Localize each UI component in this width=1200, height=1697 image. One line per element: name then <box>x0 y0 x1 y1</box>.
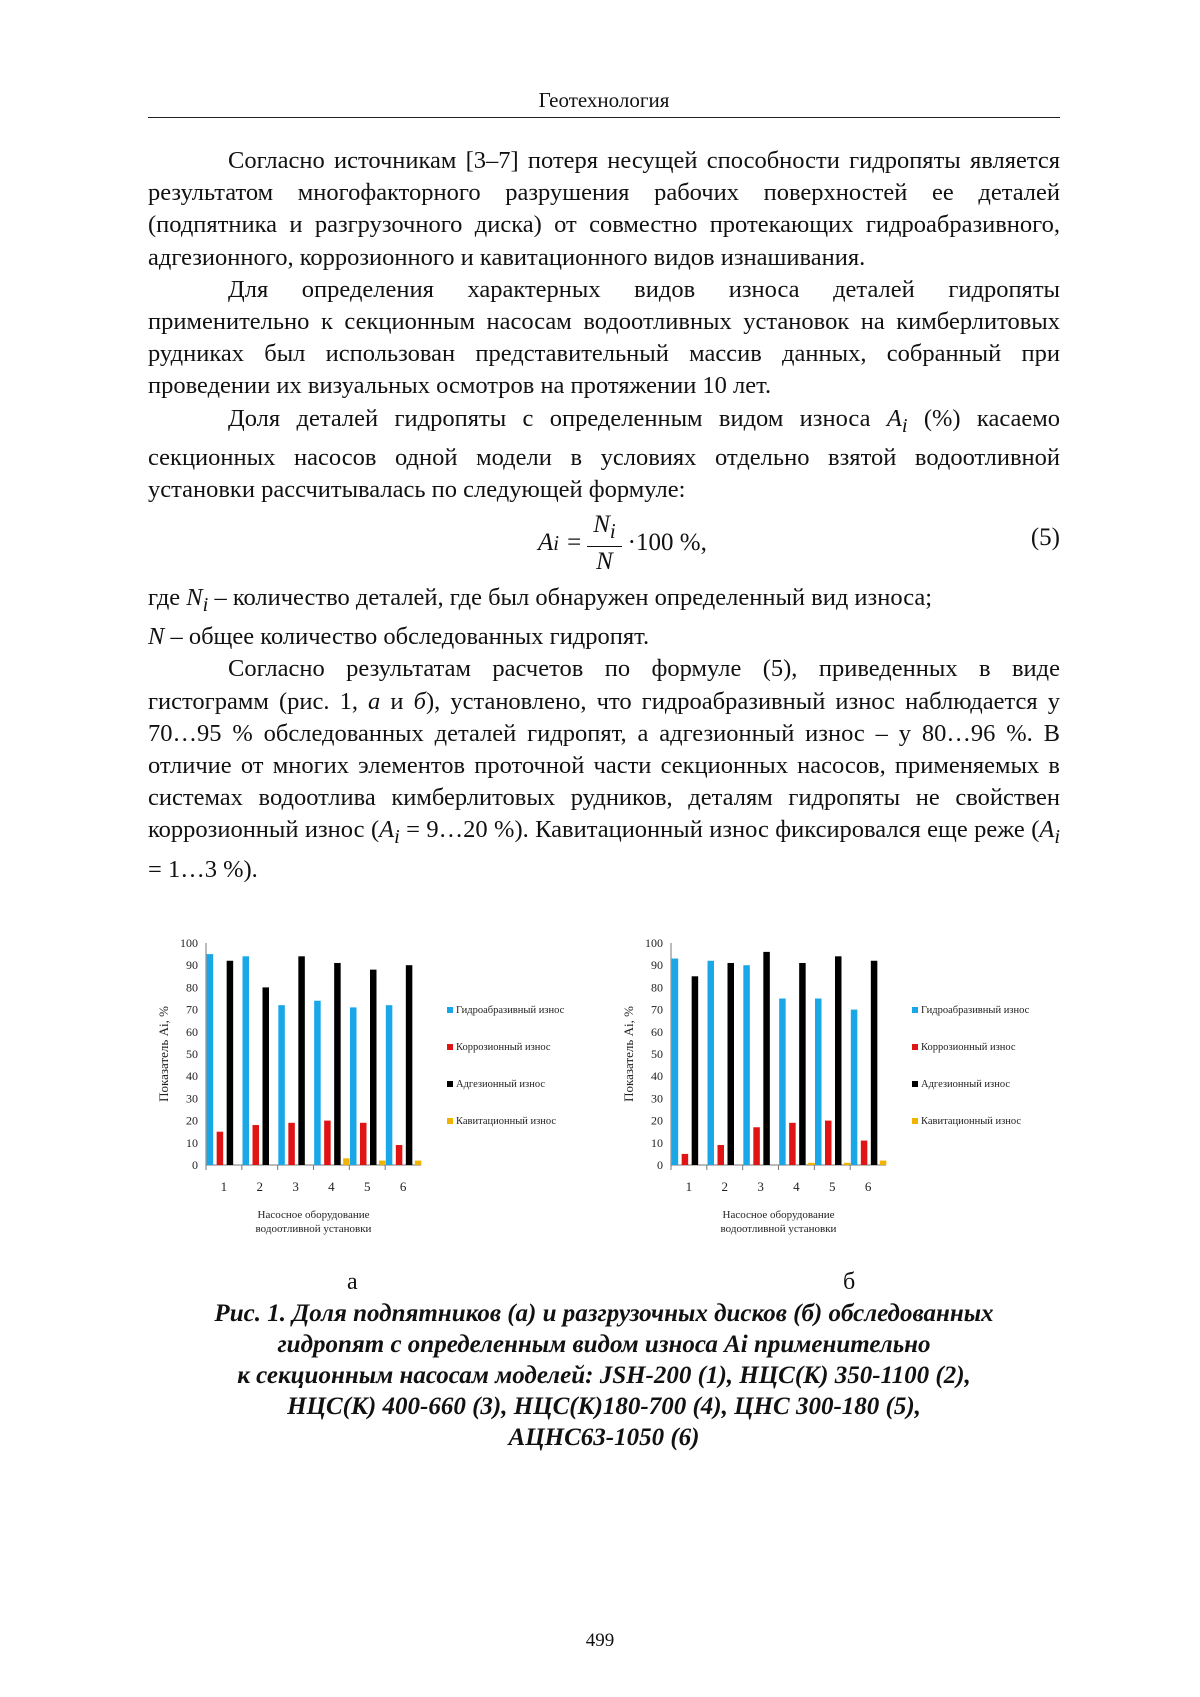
bar-гидроабразивный-износ <box>386 1005 393 1165</box>
header-rule <box>148 117 1060 118</box>
where-text-b: – количество деталей, где был обнаружен определенный вид износа; <box>208 584 933 612</box>
p3-text-a: Доля деталей гидропяты с определенным видом износа <box>228 404 887 432</box>
y-tick-label: 80 <box>186 980 198 995</box>
bar-коррозионный-износ <box>217 1132 224 1165</box>
where-line-1 <box>148 582 1060 621</box>
y-tick-label: 80 <box>651 980 663 995</box>
bar-коррозионный-износ <box>753 1127 760 1165</box>
formula-lhs: A <box>538 529 554 557</box>
bar-кавитационный-износ <box>415 1161 422 1165</box>
x-tick-label: 3 <box>757 1179 764 1194</box>
p3-text-b: (%) касаемо секционных насосов одной модели в условиях отдельно взятой водоотливной установки рассчитывалась по следующей формуле: <box>148 404 1061 503</box>
where-sub-1: i <box>202 594 209 617</box>
bar-коррозионный-износ <box>253 1125 260 1165</box>
caption-line-1: Рис. 1. Доля подпятников (а) и разгрузочных дисков (б) обследованных <box>214 1300 994 1327</box>
x-axis-label-line-1: Насосное оборудование <box>257 1209 370 1221</box>
bar-коррозионный-износ <box>288 1123 295 1165</box>
y-tick-label: 20 <box>186 1113 198 1128</box>
x-tick-label: 1 <box>685 1179 693 1194</box>
x-tick-label: 6 <box>399 1179 407 1194</box>
bar-коррозионный-износ <box>718 1145 725 1165</box>
bar-адгезионный-износ <box>370 970 377 1165</box>
legend-label: Гидроабразивный износ <box>921 1005 1030 1016</box>
formula-number: (5) <box>1030 524 1060 552</box>
p4-v1: A <box>379 816 395 844</box>
bar-гидроабразивный-износ <box>278 1005 285 1165</box>
bar-гидроабразивный-износ <box>815 999 822 1166</box>
p4-b: б <box>413 687 426 715</box>
y-tick-label: 100 <box>180 936 198 950</box>
y-tick-label: 0 <box>657 1158 663 1172</box>
caption-line-3: к секционным насосам моделей: JSH-200 (1), НЦС(К) 350-1100 (2), <box>237 1362 971 1389</box>
legend-swatch <box>447 1081 453 1087</box>
legend-swatch <box>447 1007 453 1013</box>
legend-swatch <box>912 1007 918 1013</box>
y-tick-label: 60 <box>186 1024 198 1039</box>
caption-line-5: АЦНС63-1050 (6) <box>508 1424 700 1451</box>
legend-swatch <box>912 1118 918 1124</box>
bar-адгезионный-износ <box>263 987 270 1165</box>
bar-адгезионный-износ <box>763 952 770 1165</box>
bar-адгезионный-износ <box>298 956 305 1165</box>
x-tick-label: 1 <box>220 1179 228 1194</box>
paragraph-3 <box>148 403 1060 507</box>
formula-eq: = <box>567 529 582 557</box>
bar-гидроабразивный-износ <box>779 999 786 1166</box>
caption-line-2: гидропят с определенным видом износа Ai применительно <box>277 1331 931 1358</box>
formula-num: N <box>593 510 610 538</box>
p4-v2: A <box>1039 816 1055 844</box>
where-text-a: где <box>148 584 187 612</box>
legend-label: Кавитационный износ <box>921 1116 1022 1127</box>
where-line-2 <box>148 621 1060 653</box>
formula-expression <box>538 508 707 578</box>
y-tick-label: 40 <box>186 1069 198 1084</box>
page-number: 499 <box>585 1630 615 1651</box>
p4-a: а <box>368 687 381 715</box>
bar-гидроабразивный-износ <box>207 954 214 1165</box>
bar-кавитационный-износ <box>343 1158 350 1165</box>
bar-коррозионный-износ <box>789 1123 796 1165</box>
x-tick-label: 3 <box>292 1179 299 1194</box>
p3-sub: i <box>901 414 908 437</box>
p4-s1: i <box>394 826 400 849</box>
x-axis-label-line-1: Насосное оборудование <box>722 1209 835 1221</box>
y-tick-label: 70 <box>186 1002 198 1017</box>
legend-label: Коррозионный износ <box>456 1042 551 1053</box>
legend-swatch <box>447 1118 453 1124</box>
panel-label-a: а <box>347 1269 358 1295</box>
y-tick-label: 40 <box>651 1069 663 1084</box>
bar-коррозионный-износ <box>825 1121 832 1165</box>
chart-b <box>613 935 1060 1270</box>
x-tick-label: 6 <box>864 1179 872 1194</box>
bar-кавитационный-износ <box>880 1161 887 1165</box>
y-tick-label: 30 <box>651 1091 663 1106</box>
bar-коррозионный-износ <box>396 1145 403 1165</box>
bar-кавитационный-износ <box>808 1163 815 1165</box>
y-tick-label: 60 <box>651 1024 663 1039</box>
formula-fraction <box>587 510 621 577</box>
x-axis-label-line-2: водоотливной установки <box>255 1223 372 1235</box>
p4-t2: и <box>380 687 414 715</box>
y-tick-label: 100 <box>645 936 663 950</box>
bar-коррозионный-износ <box>360 1123 367 1165</box>
x-tick-label: 5 <box>364 1179 371 1194</box>
bar-гидроабразивный-износ <box>243 956 250 1165</box>
p4-t4: = 9…20 %). Кавитационный износ фиксировался еще реже ( <box>399 816 1040 844</box>
where-var-2: N <box>148 623 165 651</box>
chart-a <box>148 935 588 1270</box>
p4-s2: i <box>1054 826 1060 849</box>
bar-адгезионный-износ <box>227 961 234 1165</box>
paragraph-2: Для определения характерных видов износа деталей гидропяты применительно к секционным насосам водоотливных установок на кимберлитовых рудниках был использован представительный массив данных, собранный при проведении их визуальных осмотров на протяжении 10 лет. <box>148 275 1060 400</box>
where-var-1: N <box>186 584 203 612</box>
caption-line-4: НЦС(К) 400-660 (3), НЦС(К)180-700 (4), ЦНС 300-180 (5), <box>287 1393 921 1420</box>
legend-label: Адгезионный износ <box>456 1079 545 1090</box>
bar-гидроабразивный-износ <box>743 965 750 1165</box>
y-tick-label: 50 <box>651 1047 663 1061</box>
bar-гидроабразивный-износ <box>314 1001 321 1165</box>
legend-swatch <box>912 1081 918 1087</box>
formula-5 <box>148 508 1060 578</box>
legend-label: Коррозионный износ <box>921 1042 1016 1053</box>
x-tick-label: 4 <box>328 1179 335 1194</box>
y-tick-label: 50 <box>186 1047 198 1061</box>
panel-label-b: б <box>843 1269 856 1295</box>
formula-den: N <box>596 547 613 575</box>
body-text <box>148 145 1060 886</box>
y-tick-label: 10 <box>186 1135 198 1150</box>
where-text-c: – общее количество обследованных гидропят. <box>164 623 650 651</box>
bar-адгезионный-износ <box>871 961 878 1165</box>
x-tick-label: 5 <box>829 1179 836 1194</box>
y-tick-label: 30 <box>186 1091 198 1106</box>
paragraph-4 <box>148 653 1060 885</box>
legend-label: Адгезионный износ <box>921 1079 1010 1090</box>
bar-гидроабразивный-износ <box>672 959 679 1165</box>
bar-адгезионный-износ <box>692 976 699 1165</box>
bar-гидроабразивный-износ <box>851 1010 858 1165</box>
y-axis-label: Показатель Ai, % <box>156 1006 171 1102</box>
formula-tail: ·100 %, <box>627 529 707 557</box>
p4-t5: = 1…3 %). <box>148 855 258 883</box>
bar-коррозионный-износ <box>324 1121 331 1165</box>
y-tick-label: 70 <box>651 1002 663 1017</box>
x-tick-label: 2 <box>721 1179 728 1194</box>
formula-lhs-sub: i <box>553 531 560 556</box>
legend-swatch <box>447 1044 453 1050</box>
bar-адгезионный-износ <box>835 956 842 1165</box>
p4-t3: ), установлено, что гидроабразивный износ наблюдается у 70…95 % обследованных деталей гидропят, а адгезионный износ – у 80…96 %. В отличие от многих элементов проточной части секционных насосов, применяемых в системах водоотлива кимберлитовых рудников, деталям гидропяты не свойствен коррозионный износ ( <box>148 687 1060 844</box>
bar-адгезионный-износ <box>799 963 806 1165</box>
bar-гидроабразивный-износ <box>350 1007 357 1165</box>
bar-гидроабразивный-износ <box>708 961 715 1165</box>
legend-label: Кавитационный износ <box>456 1116 557 1127</box>
x-tick-label: 4 <box>793 1179 800 1194</box>
running-header: Геотехнология <box>538 88 670 112</box>
bar-кавитационный-износ <box>379 1161 386 1165</box>
p3-var: A <box>886 404 902 432</box>
y-tick-label: 20 <box>651 1113 663 1128</box>
x-axis-label-line-2: водоотливной установки <box>720 1223 837 1235</box>
y-tick-label: 90 <box>186 958 198 973</box>
figure-caption <box>148 1298 1060 1453</box>
figure-1 <box>148 935 1060 1270</box>
y-tick-label: 10 <box>651 1135 663 1150</box>
y-tick-label: 0 <box>192 1158 198 1172</box>
paragraph-1: Согласно источникам [3–7] потеря несущей способности гидропяты является результатом многофакторного разрушения рабочих поверхностей ее деталей (подпятника и разгрузочного диска) от совместно протекающих гидроабразивного, адгезионного, коррозионного и кавитационного видов изнашивания. <box>148 147 1060 271</box>
p4-t1: Согласно результатам расчетов по формуле (5), приведенных в виде гистограмм (рис. 1, <box>148 655 1060 715</box>
bar-адгезионный-износ <box>406 965 413 1165</box>
bar-адгезионный-износ <box>728 963 735 1165</box>
x-tick-label: 2 <box>256 1179 263 1194</box>
y-tick-label: 90 <box>651 958 663 973</box>
bar-коррозионный-износ <box>861 1141 868 1165</box>
legend-swatch <box>912 1044 918 1050</box>
y-axis-label: Показатель Ai, % <box>621 1006 636 1102</box>
bar-адгезионный-износ <box>334 963 341 1165</box>
legend-label: Гидроабразивный износ <box>456 1005 565 1016</box>
bar-коррозионный-износ <box>682 1154 689 1165</box>
bar-кавитационный-износ <box>844 1163 851 1165</box>
formula-num-sub: i <box>609 518 616 543</box>
